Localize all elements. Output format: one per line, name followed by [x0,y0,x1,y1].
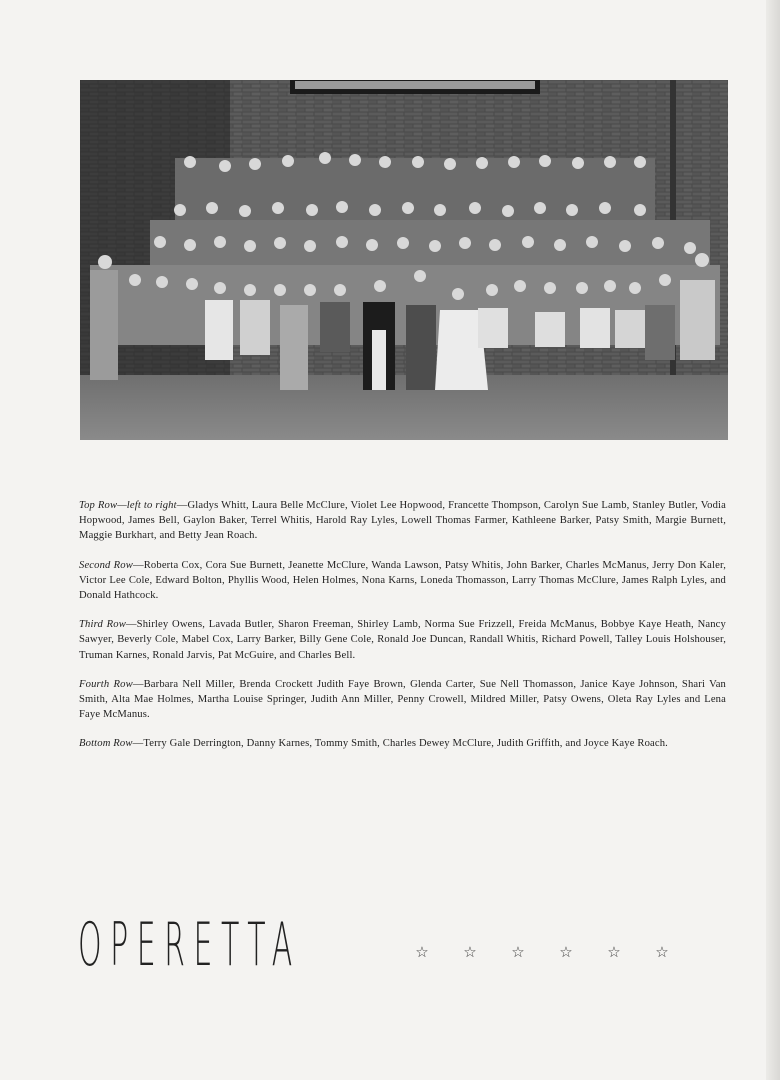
star-icon: ☆ [559,943,573,961]
caption-third-row: Third Row—Shirley Owens, Lavada Butler, Sharon Freeman, Shirley Lamb, Norma Sue Frizzell, Freida McManus, Bobbye Kaye Heath, Nancy Sawyer, Beverly Cole, Mabel Cox, Larry Barker, Billy Gene Cole, Ronald Joe Duncan, Randall Whitis, Richard Powell, Talley Louis Holshouser, Truman Karnes, Ronald Jarvis, Pat McGuire, and Charles Bell. [79,619,726,661]
caption-bottom-row: Bottom Row—Terry Gale Derrington, Danny Karnes, Tommy Smith, Charles Dewey McClure, Judith Griffith, and Joyce Kaye Roach. [79,738,668,750]
row-label: Bottom Row [79,738,133,750]
caption-top-row: Top Row—left to right—Gladys Whitt, Laura Belle McClure, Violet Lee Hopwood, Francette Thompson, Carolyn Sue Lamb, Stanley Butler, Vodia Hopwood, James Bell, Gaylon Baker, Terrel Whitis, Harold Ray Lyles, Lowell Thomas Farmer, Kathleene Barker, Patsy Smith, Margie Burnett, Maggie Burkhart, and Betty Jean Roach. [79,500,726,542]
row-label: Third Row [79,619,126,631]
row-names: Barbara Nell Miller, Brenda Crockett Judith Faye Brown, Glenda Carter, Sue Nell Thomasson, Janice Kaye Johnson, Shari Van Smith, Alta Mae Holmes, Martha Louise Springer, Judith Ann Miller, Penny Crowell, Mildred Miller, Patsy Owens, Oleta Ray Lyles and Lena Faye McManus. [79,678,726,721]
star-icon: ☆ [607,943,621,961]
star-icon: ☆ [511,943,525,961]
row-names: Terry Gale Derrington, Danny Karnes, Tommy Smith, Charles Dewey McClure, Judith Griffith, and Joyce Kaye Roach. [143,738,668,750]
caption-second-row: Second Row—Roberta Cox, Cora Sue Burnett, Jeanette McClure, Wanda Lawson, Patsy Whitis, John Barker, Charles McManus, Jerry Don Kaler, Victor Lee Cole, Edward Bolton, Phyllis Wood, Helen Holmes, Nona Karns, Loneda Thomasson, Larry Thomas McClure, James Ralph Lyles, and Donald Hathcock. [79,559,726,602]
row-label: Second Row [79,559,133,571]
section-title-wrap [78,905,524,980]
star-icon: ☆ [415,943,429,961]
class-group-photo [80,80,728,440]
photo-caption [79,498,726,766]
star-icon: ☆ [463,943,477,961]
row-names: Gladys Whitt, Laura Belle McClure, Violet Lee Hopwood, Francette Thompson, Carolyn Sue Lamb, Stanley Butler, Vodia Hopwood, James Bell, Gaylon Baker, Terrel Whitis, Harold Ray Lyles, Lowell Thomas Farmer, Kathleene Barker, Patsy Smith, Margie Burnett, Maggie Burkhart, and Betty Jean Roach. [79,500,726,542]
caption-fourth-row: Fourth Row—Barbara Nell Miller, Brenda Crockett Judith Faye Brown, Glenda Carter, Sue Nell Thomasson, Janice Kaye Johnson, Shari Van Smith, Alta Mae Holmes, Martha Louise Springer, Judith Ann Miller, Penny Crowell, Mildred Miller, Patsy Owens, Oleta Ray Lyles and Lena Faye McManus. [79,678,726,721]
row-label: Top Row—left to right [79,500,177,511]
star-icon: ☆ [655,943,669,961]
section-title: OPERETTA [78,910,301,980]
row-names: Shirley Owens, Lavada Butler, Sharon Freeman, Shirley Lamb, Norma Sue Frizzell, Freida McManus, Bobbye Kaye Heath, Nancy Sawyer, Beverly Cole, Mabel Cox, Larry Barker, Billy Gene Cole, Ronald Joe Duncan, Randall Whitis, Richard Powell, Talley Louis Holshouser, Truman Karnes, Ronald Jarvis, Pat McGuire, and Charles Bell. [79,619,726,661]
star-ornaments [412,943,672,961]
row-names: Roberta Cox, Cora Sue Burnett, Jeanette McClure, Wanda Lawson, Patsy Whitis, John Barker, Charles McManus, Jerry Don Kaler, Victor Lee Cole, Edward Bolton, Phyllis Wood, Helen Holmes, Nona Karns, Loneda Thomasson, Larry Thomas McClure, James Ralph Lyles, and Donald Hathcock. [79,559,726,602]
page-edge [766,0,780,1080]
row-label: Fourth Row [79,678,133,690]
